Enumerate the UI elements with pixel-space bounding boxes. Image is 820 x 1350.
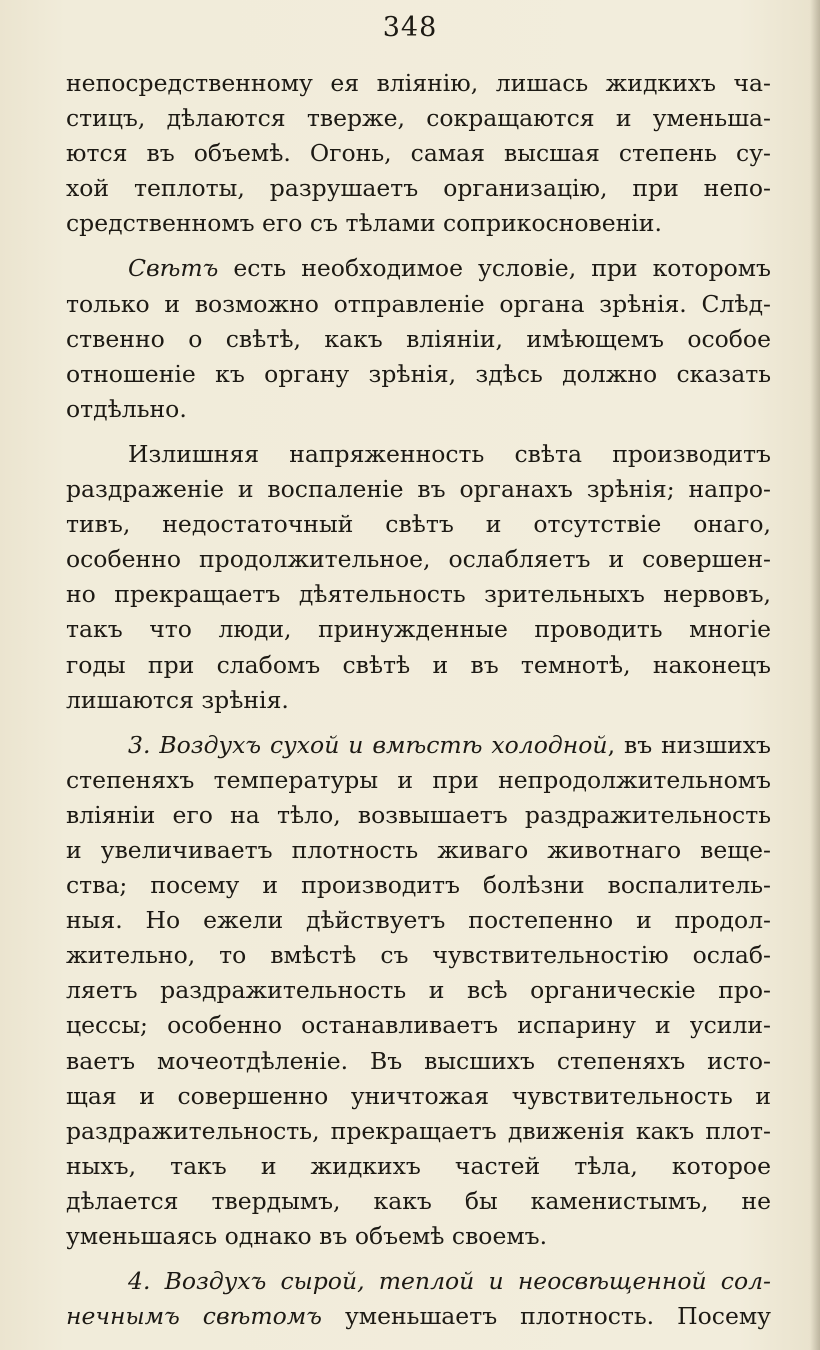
text-run: степеняхъ температуры и при непродолжительномъ (66, 765, 771, 794)
text-run: есть необходимое условіе, при которомъ (218, 254, 771, 283)
text-run: ляетъ раздражительность и всѣ органическіе про- (66, 976, 771, 1005)
text-line (66, 973, 771, 1008)
text-line (66, 1184, 771, 1219)
text-line (66, 66, 771, 101)
paragraph (66, 66, 771, 241)
text-line (66, 728, 771, 763)
text-line (66, 101, 771, 136)
text-line (66, 833, 771, 868)
text-run: такъ что люди, принужденные проводить многіе (66, 615, 771, 644)
text-run: но прекращаетъ дѣятельность зрительныхъ нервовъ, (66, 580, 771, 609)
text-line (66, 171, 771, 206)
text-line (66, 798, 771, 833)
paragraph (66, 1264, 771, 1334)
text-line (66, 1264, 771, 1299)
text-run: средственномъ его съ тѣлами соприкосновеніи. (66, 209, 662, 238)
italic-run: 4. Воздухъ сырой, теплой и неосвѣщенной сол- (128, 1267, 771, 1296)
text-run: вліяніи его на тѣло, возвышаетъ раздражительность (66, 800, 771, 829)
text-run: ственно о свѣтѣ, какъ вліяніи, имѣющемъ особое (66, 324, 771, 353)
text-run: отдѣльно. (66, 394, 187, 423)
paragraph (66, 251, 771, 426)
text-line (66, 392, 771, 427)
text-run: непосредственному ея вліянію, лишась жидкихъ ча- (66, 69, 771, 97)
text-run: ются въ объемѣ. Огонь, самая высшая степень су- (66, 139, 771, 168)
text-run: ныхъ, такъ и жидкихъ частей тѣла, которое (66, 1151, 771, 1180)
text-run: стицъ, дѣлаются тверже, сокращаются и уменьша- (66, 104, 771, 133)
italic-run: нечнымъ свѣтомъ (66, 1302, 322, 1331)
text-line (66, 357, 771, 392)
text-line (66, 763, 771, 798)
text-line (66, 938, 771, 973)
paragraph (66, 728, 771, 1254)
text-run: и увеличиваетъ плотность живаго животнаго веще- (66, 835, 771, 864)
text-line (66, 322, 771, 357)
text-line (66, 868, 771, 903)
text-line (66, 1299, 771, 1334)
text-line (66, 683, 771, 718)
text-run: Излишняя напряженность свѣта производитъ (128, 439, 771, 468)
text-run: цессы; особенно останавливаетъ испарину и усили- (66, 1011, 771, 1040)
text-run: отношеніе къ органу зрѣнія, здѣсь должно сказать (66, 359, 771, 388)
text-line (66, 1114, 771, 1149)
text-line (66, 542, 771, 577)
text-line (66, 472, 771, 507)
text-line (66, 1219, 771, 1254)
italic-run: Свѣтъ (128, 254, 219, 283)
page-number: 348 (382, 12, 438, 43)
text-run: хой теплоты, разрушаетъ организацію, при непо- (66, 174, 771, 203)
text-line (66, 648, 771, 683)
text-run: , въ низшихъ (607, 730, 771, 759)
text-line (66, 507, 771, 542)
text-run: раздраженіе и воспаленіе въ органахъ зрѣнія; напро- (66, 475, 771, 504)
text-line (66, 1044, 771, 1079)
text-line (66, 1149, 771, 1184)
text-run: жительно, то вмѣстѣ съ чувствительностію ослаб- (66, 941, 771, 970)
text-run: уменьшаетъ плотность. Посему (321, 1302, 771, 1331)
text-run: лишаются зрѣнія. (66, 685, 289, 714)
text-line (66, 136, 771, 171)
text-run: особенно продолжительное, ослабляетъ и совершен- (66, 545, 771, 574)
text-line (66, 251, 771, 286)
text-run: ныя. Но ежели дѣйствуетъ постепенно и продол- (66, 906, 771, 935)
text-line (66, 577, 771, 612)
italic-run: 3. Воздухъ сухой и вмѣстѣ холодной (128, 730, 608, 759)
text-line (66, 206, 771, 241)
paragraph (66, 437, 771, 718)
text-run: ваетъ мочеотдѣленіе. Въ высшихъ степеняхъ исто- (66, 1046, 771, 1075)
text-line (66, 1008, 771, 1043)
text-line (66, 1079, 771, 1114)
text-run: тивъ, недостаточный свѣтъ и отсутствіе онаго, (66, 510, 771, 539)
body-text (66, 66, 771, 1344)
text-run: только и возможно отправленіе органа зрѣнія. Слѣд- (66, 289, 771, 318)
text-run: годы при слабомъ свѣтѣ и въ темнотѣ, наконецъ (66, 650, 771, 679)
text-run: щая и совершенно уничтожая чувствительность и (66, 1081, 771, 1110)
text-run: раздражительность, прекращаетъ движенія какъ плот- (66, 1116, 771, 1145)
text-line (66, 903, 771, 938)
text-run: дѣлается твердымъ, какъ бы каменистымъ, не (66, 1186, 771, 1215)
text-run: уменьшаясь однако въ объемѣ своемъ. (66, 1222, 548, 1250)
text-line (66, 287, 771, 322)
text-line (66, 612, 771, 647)
page-edge-shadow (810, 0, 820, 1350)
text-line (66, 437, 771, 472)
text-run: ства; посему и производитъ болѣзни воспалитель- (66, 871, 771, 900)
